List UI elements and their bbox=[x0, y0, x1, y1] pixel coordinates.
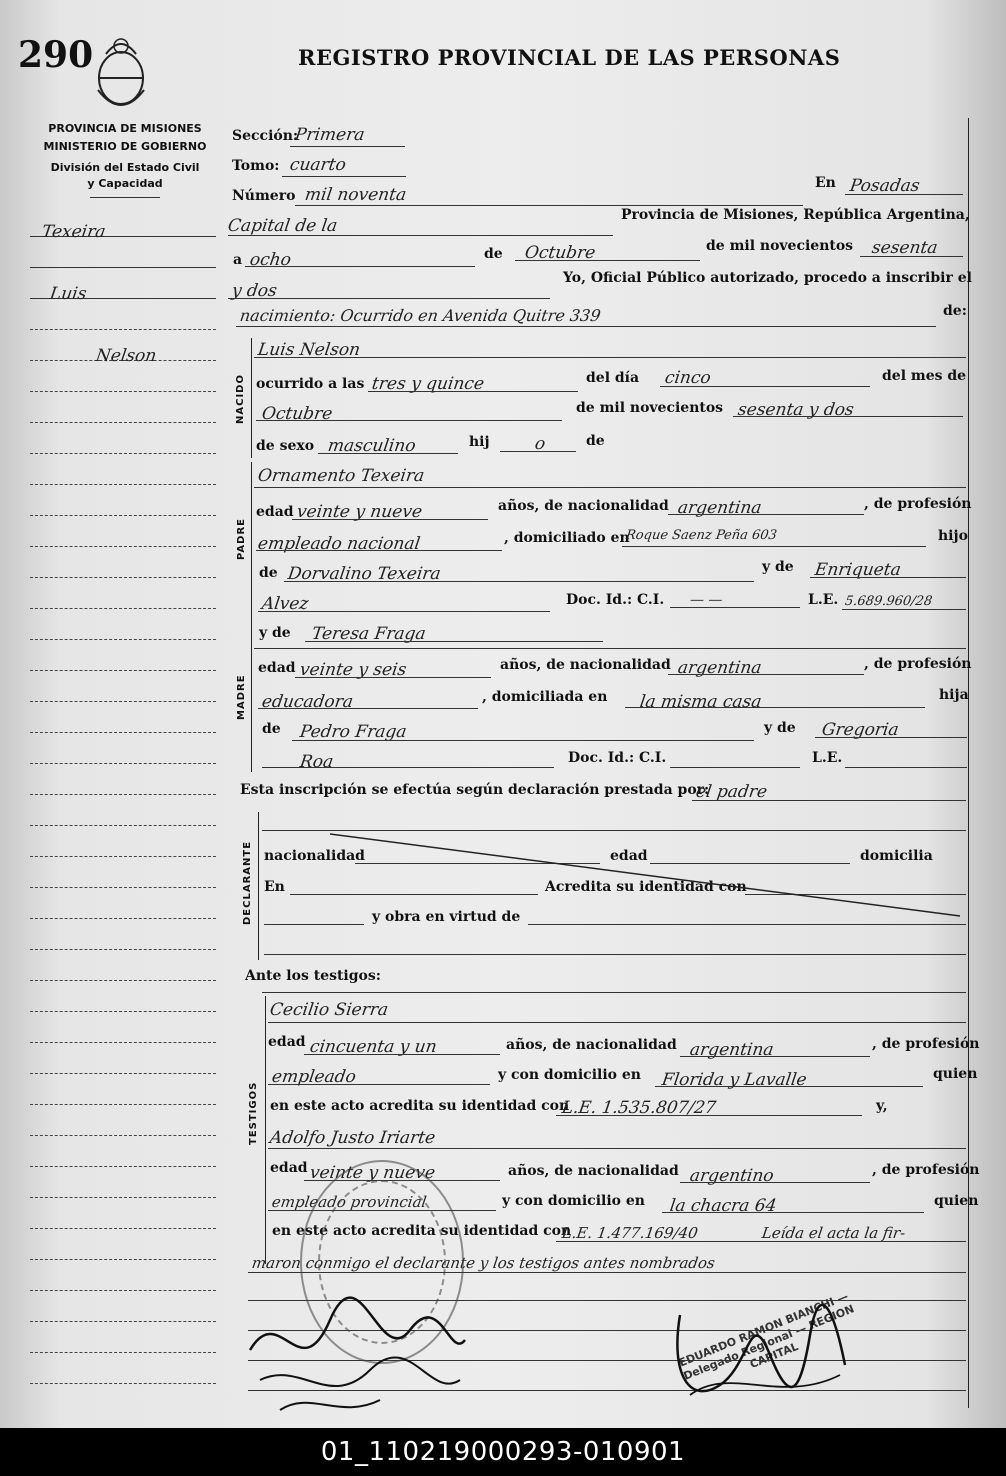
madre-profesion-label: , de profesión bbox=[864, 656, 972, 672]
rule bbox=[264, 924, 364, 925]
rule bbox=[295, 205, 803, 206]
t2-prof-value: empleado provincial bbox=[270, 1193, 428, 1211]
padre-domiciliado-label: , domiciliado en bbox=[504, 530, 630, 546]
decl-obra-label: y obra en virtud de bbox=[372, 909, 521, 925]
rule bbox=[254, 487, 966, 488]
padre-padre-value: Dorvalino Texeira bbox=[286, 564, 443, 584]
rule bbox=[258, 611, 550, 612]
padre-nac-value: argentina bbox=[676, 498, 763, 518]
rule bbox=[670, 607, 800, 608]
ante-testigos-label: Ante los testigos: bbox=[245, 968, 381, 984]
rule bbox=[668, 674, 864, 675]
rule bbox=[368, 391, 578, 392]
madre-doc-label: Doc. Id.: C.I. bbox=[568, 750, 667, 766]
hijo-suffix-value: o bbox=[533, 434, 547, 454]
rule bbox=[245, 266, 475, 267]
rule bbox=[284, 581, 754, 582]
section-bar bbox=[251, 338, 252, 458]
t1-quien-label: quien bbox=[933, 1066, 978, 1082]
section-bar bbox=[251, 462, 252, 622]
t1-acredita-label: en este acto acredita su identidad con bbox=[270, 1098, 570, 1114]
anio-value: sesenta bbox=[870, 238, 939, 258]
rule bbox=[256, 550, 502, 551]
t2-edad-value: veinte y nueve bbox=[308, 1163, 437, 1183]
de-after-hij-label: de bbox=[586, 433, 605, 449]
del-dia-label: del día bbox=[586, 370, 640, 386]
madre-domiciliada-label: , domiciliada en bbox=[482, 689, 608, 705]
t1-nombre-value: Cecilio Sierra bbox=[268, 1000, 390, 1020]
padre-label: PADRE bbox=[236, 518, 247, 560]
rule bbox=[262, 767, 554, 768]
rule bbox=[292, 519, 488, 520]
signature-declarant-icon bbox=[240, 1280, 480, 1420]
rule bbox=[670, 767, 800, 768]
rule bbox=[860, 256, 963, 257]
rule bbox=[268, 1148, 966, 1149]
margin-line bbox=[30, 329, 216, 330]
de-mil-label: de mil novecientos bbox=[706, 238, 854, 254]
madre-de-label: de bbox=[262, 721, 281, 737]
madre-edad-label: edad bbox=[258, 660, 296, 676]
t2-acredita-label: en este acto acredita su identidad con bbox=[272, 1223, 572, 1239]
rule bbox=[268, 1022, 966, 1023]
margin-line bbox=[30, 732, 216, 733]
t2-nombre-value: Adolfo Justo Iriarte bbox=[268, 1128, 437, 1148]
mes-nac-value: Octubre bbox=[260, 404, 334, 424]
header-capacity: y Capacidad bbox=[87, 177, 163, 190]
t1-prof-value: empleado bbox=[270, 1067, 358, 1087]
rule bbox=[292, 740, 754, 741]
margin-line bbox=[30, 918, 216, 919]
margin-line bbox=[30, 639, 216, 640]
padre-le-value: 5.689.960/28 bbox=[843, 594, 934, 609]
padre-madre-value: Enriqueta bbox=[813, 560, 903, 580]
numero-label: Número bbox=[232, 188, 296, 204]
madre-nac-value: argentina bbox=[676, 658, 763, 678]
margin-line bbox=[30, 1228, 216, 1229]
signature-official-icon bbox=[660, 1295, 860, 1415]
dia-value: ocho bbox=[248, 250, 293, 270]
declarante-value: el padre bbox=[694, 782, 769, 802]
padre-doc-label: Doc. Id.: C.I. bbox=[566, 592, 665, 608]
t2-edad-label: edad bbox=[270, 1160, 308, 1176]
margin-line bbox=[30, 825, 216, 826]
padre-ci-value: — — bbox=[688, 592, 724, 608]
margin-line bbox=[30, 887, 216, 888]
margin-line bbox=[30, 1197, 216, 1198]
decl-acredita-label: Acredita su identidad con bbox=[545, 879, 747, 895]
rule bbox=[228, 235, 613, 236]
madre-label: MADRE bbox=[236, 674, 247, 720]
de-sexo-label: de sexo bbox=[256, 438, 315, 454]
margin-surname: Texeira bbox=[40, 222, 107, 242]
margin-line bbox=[30, 670, 216, 671]
provincia-label: Provincia de Misiones, República Argentina, bbox=[621, 207, 970, 223]
margin-line bbox=[30, 794, 216, 795]
t2-profesion-label: , de profesión bbox=[872, 1162, 980, 1178]
rule bbox=[733, 416, 963, 417]
madre-yde-label: y de bbox=[259, 625, 291, 641]
de-mil2-label: de mil novecientos bbox=[576, 400, 724, 416]
sexo-value: masculino bbox=[326, 436, 417, 456]
rule bbox=[845, 194, 963, 195]
t1-domicilio-label: y con domicilio en bbox=[498, 1067, 641, 1083]
padre-edad-label: edad bbox=[256, 504, 294, 520]
t1-edad-label: edad bbox=[268, 1034, 306, 1050]
rule bbox=[680, 1056, 870, 1057]
rule bbox=[254, 648, 966, 649]
coat-of-arms-icon bbox=[92, 30, 150, 112]
de-colon-label: de: bbox=[943, 303, 967, 319]
rule bbox=[268, 1084, 490, 1085]
margin-line bbox=[30, 1290, 216, 1291]
hij-label: hij bbox=[469, 434, 490, 450]
margin-second-name: Nelson bbox=[94, 346, 158, 366]
nacido-label: NACIDO bbox=[235, 374, 246, 424]
rule bbox=[662, 1212, 924, 1213]
header-ministry: MINISTERIO DE GOBIERNO bbox=[43, 140, 207, 153]
decl-nacionalidad-label: nacionalidad bbox=[264, 848, 365, 864]
padre-anos-label: años, de nacionalidad bbox=[498, 498, 669, 514]
rule bbox=[625, 707, 925, 708]
nombre-value: Luis Nelson bbox=[256, 340, 362, 360]
rule bbox=[258, 708, 478, 709]
t2-dom-value: la chacra 64 bbox=[668, 1196, 778, 1216]
inscripcion-label: Esta inscripción se efectúa según declaración prestada por: bbox=[240, 782, 710, 798]
madre-nombre-value: Teresa Fraga bbox=[310, 624, 428, 644]
margin-line bbox=[30, 608, 216, 609]
rule bbox=[845, 767, 967, 768]
rule bbox=[264, 954, 966, 955]
margin-line bbox=[30, 391, 216, 392]
anio2-value: y dos bbox=[230, 281, 279, 301]
t2-doc-value: L.E. 1.477.169/40 bbox=[560, 1224, 699, 1242]
margin-line bbox=[30, 1104, 216, 1105]
seccion-value: Primera bbox=[293, 125, 366, 145]
rule bbox=[810, 577, 966, 578]
en-value: Posadas bbox=[848, 176, 921, 196]
t2-domicilio-label: y con domicilio en bbox=[502, 1193, 645, 1209]
padre-dom-value: Roque Saenz Peña 603 bbox=[624, 528, 778, 543]
margin-name: Luis bbox=[48, 284, 88, 304]
tomo-value: cuarto bbox=[288, 155, 348, 175]
a-label: a bbox=[233, 252, 243, 268]
madre-dom-value: la misma casa bbox=[638, 692, 763, 712]
rule bbox=[295, 677, 491, 678]
margin-line bbox=[30, 546, 216, 547]
de-label: de bbox=[484, 246, 503, 262]
official-stamp: EDUARDO RAMON BIANCHI — Delegado Regional — REGION CAPITAL bbox=[677, 1289, 857, 1383]
rule bbox=[282, 176, 406, 177]
rule bbox=[500, 451, 576, 452]
t1-edad-value: cincuenta y un bbox=[308, 1037, 439, 1057]
margin-line bbox=[30, 1352, 216, 1353]
madre-le-label: L.E. bbox=[812, 750, 843, 766]
t1-anos-label: años, de nacionalidad bbox=[506, 1037, 677, 1053]
en-label: En bbox=[815, 175, 836, 191]
nacimiento-value: nacimiento: Ocurrido en Avenida Quitre 339 bbox=[238, 306, 602, 325]
footer-id: 01_110219000293-010901 bbox=[0, 1428, 1006, 1476]
margin-line bbox=[30, 453, 216, 454]
mes-value: Octubre bbox=[523, 243, 597, 263]
t1-y-label: y, bbox=[876, 1098, 888, 1114]
madre-madre2-value: Roa bbox=[298, 752, 335, 772]
seccion-label: Sección: bbox=[232, 128, 299, 144]
t1-dom-value: Florida y Lavalle bbox=[660, 1070, 808, 1090]
rule bbox=[318, 453, 458, 454]
rule bbox=[622, 546, 926, 547]
document-title: REGISTRO PROVINCIAL DE LAS PERSONAS bbox=[298, 45, 841, 70]
margin-line bbox=[30, 1166, 216, 1167]
madre-anos-label: años, de nacionalidad bbox=[500, 657, 671, 673]
padre-madre2-value: Alvez bbox=[260, 594, 310, 614]
rule bbox=[815, 737, 967, 738]
t1-profesion-label: , de profesión bbox=[872, 1036, 980, 1052]
rule bbox=[304, 1054, 500, 1055]
t2-anos-label: años, de nacionalidad bbox=[508, 1163, 679, 1179]
rule bbox=[305, 641, 603, 642]
rule bbox=[528, 924, 966, 925]
rule bbox=[556, 1241, 966, 1242]
margin-line bbox=[30, 577, 216, 578]
declarante-label: DECLARANTE bbox=[242, 840, 253, 925]
margin-line bbox=[30, 1042, 216, 1043]
decl-en-label: En bbox=[264, 879, 285, 895]
padre-yde-label: y de bbox=[762, 559, 794, 575]
madre-edad-value: veinte y seis bbox=[298, 660, 408, 680]
madre-prof-value: educadora bbox=[260, 692, 355, 712]
section-bar bbox=[265, 996, 266, 1264]
madre-padre-value: Pedro Fraga bbox=[298, 722, 408, 742]
hora-value: tres y quince bbox=[370, 374, 486, 394]
margin-line bbox=[30, 1259, 216, 1260]
t2-quien-label: quien bbox=[934, 1193, 979, 1209]
padre-edad-value: veinte y nueve bbox=[295, 502, 424, 522]
section-bar bbox=[258, 812, 259, 960]
rule bbox=[692, 800, 966, 801]
rule bbox=[236, 326, 936, 327]
margin-line bbox=[30, 422, 216, 423]
testigos-label: TESTIGOS bbox=[248, 1081, 259, 1145]
rule bbox=[660, 386, 870, 387]
rule bbox=[290, 146, 405, 147]
margin-line bbox=[30, 701, 216, 702]
margin-line bbox=[30, 856, 216, 857]
rule bbox=[228, 298, 550, 299]
rule bbox=[256, 420, 562, 421]
rule bbox=[254, 357, 966, 358]
rule bbox=[262, 992, 966, 993]
margin-line bbox=[30, 1383, 216, 1384]
ocurrido-label: ocurrido a las bbox=[256, 376, 365, 392]
anio-nac-value: sesenta y dos bbox=[736, 400, 856, 420]
header-division: División del Estado Civil bbox=[50, 161, 200, 174]
strike-line bbox=[300, 830, 970, 920]
decl-edad-label: edad bbox=[610, 848, 648, 864]
t2-nac-value: argentino bbox=[688, 1166, 776, 1186]
margin-line bbox=[30, 763, 216, 764]
header-province: PROVINCIA DE MISIONES bbox=[48, 122, 202, 135]
dia-nac-value: cinco bbox=[663, 368, 713, 388]
margin-line bbox=[30, 980, 216, 981]
margin-line bbox=[30, 1011, 216, 1012]
margin-line bbox=[30, 515, 216, 516]
madre-hija-label: hija bbox=[939, 687, 969, 703]
tomo-label: Tomo: bbox=[232, 158, 280, 174]
rule bbox=[680, 1182, 870, 1183]
t1-doc-value: L.E. 1.535.807/27 bbox=[560, 1098, 718, 1118]
frame-border bbox=[968, 118, 969, 1408]
padre-prof-value: empleado nacional bbox=[256, 534, 422, 554]
margin-line bbox=[30, 1135, 216, 1136]
cierre-value: maron conmigo el declarante y los testigos antes nombrados bbox=[250, 1254, 717, 1272]
padre-nombre-value: Ornamento Texeira bbox=[256, 466, 426, 486]
margin-line bbox=[30, 1321, 216, 1322]
del-mes-label: del mes de bbox=[882, 368, 967, 384]
margin-line bbox=[30, 949, 216, 950]
divider bbox=[90, 197, 160, 198]
section-bar bbox=[251, 622, 252, 772]
rule bbox=[556, 1115, 862, 1116]
page-number: 290 bbox=[18, 34, 94, 76]
rule bbox=[668, 514, 864, 515]
rule bbox=[515, 260, 700, 261]
numero-value: mil noventa bbox=[303, 185, 408, 205]
rule bbox=[655, 1086, 923, 1087]
padre-profesion-label: , de profesión bbox=[864, 496, 972, 512]
yo-oficial-label: Yo, Oficial Público autorizado, procedo a inscribir el bbox=[563, 270, 972, 286]
margin-line bbox=[30, 267, 216, 268]
padre-hijo-label: hijo bbox=[938, 528, 968, 544]
capital-value: Capital de la bbox=[226, 216, 339, 236]
t1-nac-value: argentina bbox=[688, 1040, 775, 1060]
t2-cont-value: Leída el acta la fir- bbox=[760, 1224, 907, 1242]
margin-line bbox=[30, 484, 216, 485]
madre-yde2-label: y de bbox=[764, 720, 796, 736]
decl-domicilia-label: domicilia bbox=[860, 848, 933, 864]
madre-madre-value: Gregoria bbox=[820, 720, 900, 740]
rule bbox=[842, 609, 966, 610]
padre-le-label: L.E. bbox=[808, 592, 839, 608]
padre-de-label: de bbox=[259, 565, 278, 581]
margin-line bbox=[30, 1073, 216, 1074]
